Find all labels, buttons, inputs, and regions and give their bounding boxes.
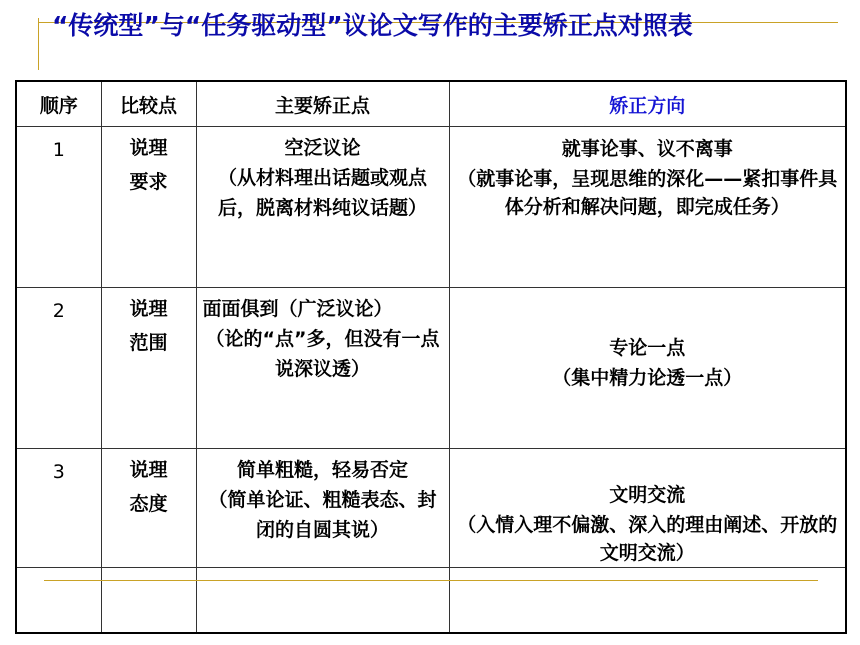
correction-cell xyxy=(196,449,449,568)
order-cell xyxy=(16,449,101,568)
direction-main: 就事论事、议不离事 xyxy=(561,138,733,160)
correction-main: 空泛议论 xyxy=(284,137,361,159)
correction-note: （论的“点”多，但没有一点说深议透） xyxy=(205,328,440,380)
direction-main: 文明交流 xyxy=(609,484,686,506)
point-line1: 说理 xyxy=(129,298,168,320)
order-cell xyxy=(16,127,101,288)
correction-note: （简单论证、粗糙表态、封闭的自圆其说） xyxy=(208,489,437,541)
header-main-correction: 主要矫正点 xyxy=(196,81,449,127)
empty-cell xyxy=(196,568,449,634)
point-cell xyxy=(101,288,196,449)
correction-cell xyxy=(196,127,449,288)
correction-note: （从材料理出话题或观点后，脱离材料纯议话题） xyxy=(217,167,427,219)
point-cell xyxy=(101,449,196,568)
direction-cell xyxy=(449,288,846,449)
point-cell xyxy=(101,127,196,288)
header-comparison-point: 比较点 xyxy=(101,81,196,127)
table-header-row xyxy=(16,81,846,127)
order-number: 1 xyxy=(52,139,65,161)
table-row xyxy=(16,449,846,568)
point-line2: 范围 xyxy=(129,332,168,354)
point-line1: 说理 xyxy=(129,137,168,159)
decorative-bottom-line xyxy=(44,580,818,581)
correction-cell xyxy=(196,288,449,449)
comparison-table xyxy=(15,80,847,634)
correction-main: 面面俱到（广泛议论） xyxy=(202,298,393,320)
empty-cell xyxy=(16,568,101,634)
direction-cell xyxy=(449,449,846,568)
point-line1: 说理 xyxy=(129,459,168,481)
header-correction-direction: 矫正方向 xyxy=(449,81,846,127)
order-number: 2 xyxy=(52,300,65,322)
order-number: 3 xyxy=(52,461,65,483)
table-row xyxy=(16,288,846,449)
order-cell xyxy=(16,288,101,449)
decorative-vertical-line xyxy=(38,18,39,70)
table-row xyxy=(16,127,846,288)
header-order: 顺序 xyxy=(16,81,101,127)
direction-note: （集中精力论透一点） xyxy=(552,367,743,389)
direction-cell xyxy=(449,127,846,288)
direction-note: （就事论事，呈现思维的深化——紧扣事件具体分析和解决问题，即完成任务） xyxy=(457,168,838,218)
point-line2: 要求 xyxy=(129,171,168,193)
empty-cell xyxy=(449,568,846,634)
point-line2: 态度 xyxy=(129,493,168,515)
direction-main: 专论一点 xyxy=(609,337,686,359)
direction-note: （入情入理不偏激、深入的理由阐述、开放的文明交流） xyxy=(457,514,838,564)
table-row-empty xyxy=(16,568,846,634)
empty-cell xyxy=(101,568,196,634)
slide-title: “传统型”与“任务驱动型”议论文写作的主要矫正点对照表 xyxy=(52,11,693,40)
correction-main: 简单粗糙，轻易否定 xyxy=(236,459,408,481)
